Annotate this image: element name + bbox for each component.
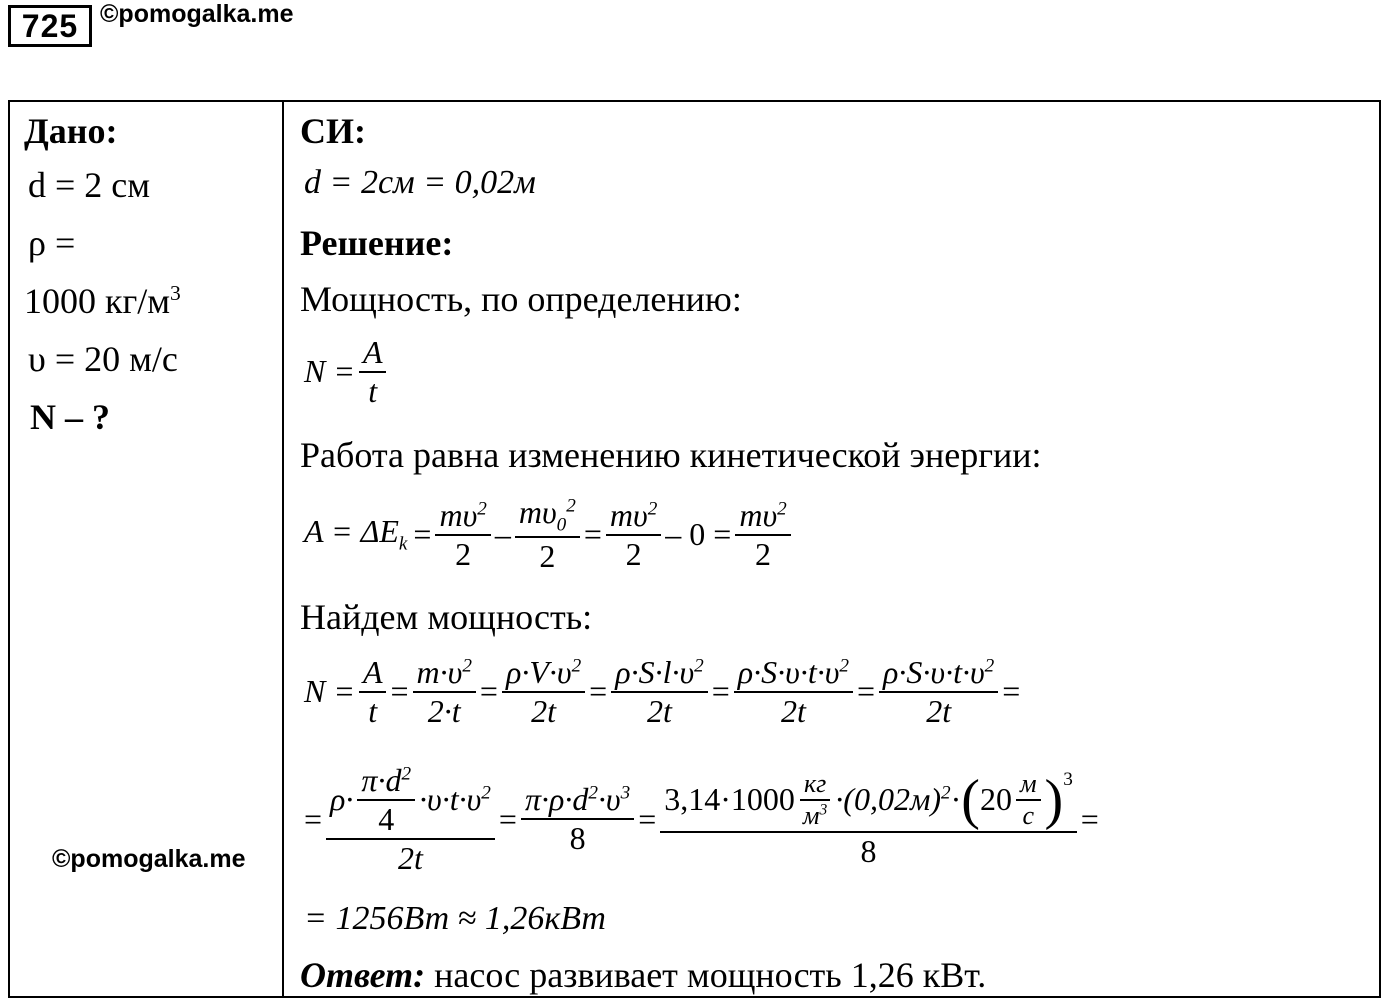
f4-cube: 3 <box>1063 768 1073 790</box>
watermark-top: ©pomogalka.me <box>100 0 294 28</box>
f4-paren-text: ·(0,02м) <box>835 781 942 818</box>
f4-frac2 <box>521 781 634 857</box>
si-line: d = 2см = 0,02м <box>304 164 536 201</box>
f2-den2: 2 <box>539 538 556 575</box>
f3-den5: 2t <box>780 692 806 729</box>
formula-power-substitution <box>304 762 1099 876</box>
f2-A <box>304 513 407 555</box>
f3-frac3 <box>502 654 585 730</box>
f4-kg: кг <box>800 769 830 801</box>
f3-num4-text: ρ·S·l·υ <box>615 654 695 690</box>
f3-den6: 2t <box>926 692 952 729</box>
f3-den2: 2·t <box>427 692 461 729</box>
f4-ms-m: м <box>1016 769 1041 801</box>
watermark-middle: ©pomogalka.me <box>52 845 246 873</box>
f4-inner-num-text: π·d <box>361 762 402 798</box>
f3-eq2: = <box>479 673 498 710</box>
f4-ms-frac <box>1016 769 1041 831</box>
column-divider <box>282 102 284 996</box>
f4-num2 <box>521 781 634 820</box>
formula-work <box>304 494 795 575</box>
f2-num4 <box>735 497 790 536</box>
f3-frac5 <box>734 654 853 730</box>
given-rho-unit-exp: 3 <box>170 281 181 305</box>
f3-num2-text: m·υ <box>416 654 463 690</box>
f2-minus-zero: – 0 = <box>665 516 732 553</box>
f2-den1: 2 <box>455 535 472 572</box>
result-line: = 1256Вт ≈ 1,26кВт <box>304 900 606 937</box>
f3-eq3: = <box>589 673 608 710</box>
f4-inner-num <box>357 762 415 801</box>
f4-inner-num-exp: 2 <box>401 763 412 785</box>
f3-eq1: = <box>390 673 409 710</box>
f3-num2-exp: 2 <box>462 655 472 677</box>
f4-rparen: ) <box>1044 768 1064 831</box>
f4-vtv-exp: 2 <box>481 782 491 804</box>
f3-eq6: = <box>1002 673 1021 710</box>
f4-kg-frac <box>799 769 831 831</box>
f2-num3-text: mυ <box>609 496 648 533</box>
given-heading: Дано: <box>24 111 118 151</box>
f4-num-long: 3,14·1000 <box>664 781 795 818</box>
f4-vtv <box>419 781 491 818</box>
f4-dot: · <box>950 781 962 818</box>
f2-num1-exp: 2 <box>477 498 487 520</box>
f2-num3 <box>606 497 661 536</box>
f4-eq3: = <box>1080 800 1099 837</box>
f4-rho: ρ· <box>330 781 354 818</box>
f2-k: k <box>398 533 408 555</box>
f1-num: A <box>359 334 387 373</box>
f2-frac4 <box>735 497 790 573</box>
f4-vtv-text: ·υ·t·υ <box>419 781 482 818</box>
f3-num3-exp: 2 <box>571 655 582 677</box>
f3-num3 <box>502 654 585 693</box>
f3-num6-text: ρ·S·υ·t·υ <box>883 654 985 690</box>
f3-num4 <box>611 654 708 693</box>
answer-line <box>300 954 986 996</box>
formula-power-def <box>304 334 390 410</box>
f4-inner-den: 4 <box>378 800 395 837</box>
given-d: d = 2 см <box>28 165 151 205</box>
given-find: N – ? <box>30 397 110 437</box>
f3-frac6 <box>879 654 998 730</box>
formula-power-chain <box>304 654 1020 730</box>
f3-num5-text: ρ·S·υ·t·υ <box>737 654 840 690</box>
f3-frac2 <box>413 654 476 730</box>
f2-A-text: A = ΔE <box>304 513 399 550</box>
f4-paren-exp: 2 <box>941 782 951 804</box>
given-rho-value-text: 1000 кг/м <box>24 281 171 321</box>
f4-frac3 <box>660 769 1077 870</box>
f4-den3: 8 <box>860 832 877 869</box>
f4-frac1 <box>326 762 495 876</box>
f4-den2: 8 <box>569 820 586 857</box>
f2-num1 <box>435 497 490 536</box>
answer-label: Ответ: <box>300 955 426 995</box>
f2-minus: – <box>494 516 511 553</box>
solution-text-work: Работа равна изменению кинетической энергии: <box>300 435 1042 475</box>
f2-den4: 2 <box>755 535 772 572</box>
f3-num6-exp: 2 <box>984 655 995 677</box>
f4-num2-text: π·ρ·d <box>524 781 589 818</box>
f2-num3-exp: 2 <box>647 498 658 520</box>
f1-den: t <box>368 372 378 409</box>
f4-ms-s: с <box>1022 800 1034 830</box>
f3-num6 <box>879 654 998 693</box>
f3-num5-exp: 2 <box>839 655 849 677</box>
f4-inner-frac <box>357 762 415 838</box>
f4-m3-exp: 3 <box>819 801 828 819</box>
f3-num2 <box>413 654 476 693</box>
f4-den1: 2t <box>398 839 423 876</box>
f4-eq0: = <box>304 800 323 837</box>
answer-text: насос развивает мощность 1,26 кВт. <box>434 955 987 995</box>
f2-num1-text: mυ <box>439 496 478 533</box>
given-rho-value <box>24 280 181 322</box>
f3-num5 <box>734 654 853 693</box>
f4-paren <box>835 781 950 818</box>
f4-num2-exp1: 2 <box>588 782 598 804</box>
f3-den3: 2t <box>531 692 556 729</box>
f2-num2-sub: 0 <box>556 514 567 536</box>
f4-twenty: 20 <box>979 781 1012 818</box>
problem-number: 725 <box>8 5 92 47</box>
given-rho: ρ = <box>28 223 76 263</box>
f4-m3-text: м <box>802 800 820 830</box>
f4-eq1: = <box>498 800 517 837</box>
f3-den4: 2t <box>647 692 672 729</box>
f4-eq2: = <box>638 800 657 837</box>
f3-den1: t <box>368 692 378 729</box>
f2-num2 <box>515 494 580 538</box>
f3-eq4: = <box>711 673 730 710</box>
f4-lparen: ( <box>961 768 980 831</box>
solution-text-find-power: Найдем мощность: <box>300 597 593 637</box>
f2-num2-text: mυ <box>518 494 557 530</box>
f3-num4-exp: 2 <box>694 655 704 677</box>
f4-num2-exp2: 3 <box>620 782 631 804</box>
f3-num3-text: ρ·V·υ <box>505 654 572 690</box>
f3-num1: A <box>359 654 387 693</box>
solution-text-power-def: Мощность, по определению: <box>300 279 742 319</box>
f4-num1 <box>326 762 495 840</box>
si-heading: СИ: <box>300 111 366 151</box>
f4-num2-v: ·υ <box>597 781 621 818</box>
f3-eq5: = <box>857 673 876 710</box>
f2-eq1: = <box>413 516 432 553</box>
f4-num3 <box>660 769 1077 833</box>
f2-frac2 <box>515 494 580 575</box>
given-v: υ = 20 м/с <box>28 339 178 379</box>
f2-num4-text: mυ <box>739 496 778 533</box>
f2-frac3 <box>606 497 661 573</box>
f1-N: N = <box>304 353 355 390</box>
f2-eq2: = <box>583 516 602 553</box>
f3-frac1 <box>359 654 387 730</box>
f2-den3: 2 <box>625 535 642 572</box>
f2-num4-exp: 2 <box>777 498 787 520</box>
f2-num2-exp: 2 <box>566 495 576 517</box>
f3-N: N = <box>304 673 355 710</box>
f3-frac4 <box>611 654 708 730</box>
solution-heading: Решение: <box>300 223 454 263</box>
f4-m3 <box>799 801 831 831</box>
f2-frac1 <box>435 497 490 573</box>
f1-frac <box>359 334 387 410</box>
